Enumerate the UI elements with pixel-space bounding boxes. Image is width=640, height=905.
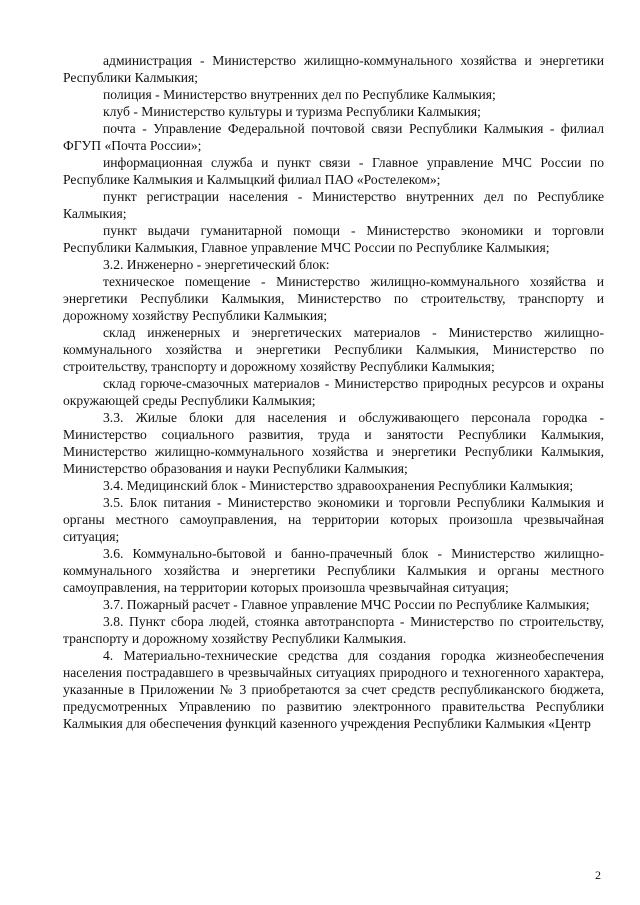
paragraph: пункт выдачи гуманитарной помощи - Министерство экономики и торговли Республики Калмыкия, Главное управление МЧС России по Республике Калмыкия; <box>63 223 604 255</box>
paragraph: 3.6. Коммунально-бытовой и банно-прачечный блок - Министерство жилищно-коммунального хозяйства и энергетики Республики Калмыкия и органы местного самоуправления, на территории которых произошла чрезвычайная ситуация; <box>63 546 604 595</box>
paragraph: почта - Управление Федеральной почтовой связи Республики Калмыкия - филиал ФГУП «Почта России»; <box>63 121 604 153</box>
paragraph: 3.4. Медицинский блок - Министерство здравоохранения Республики Калмыкия; <box>103 478 574 493</box>
paragraph: 3.7. Пожарный расчет - Главное управление МЧС России по Республике Калмыкия; <box>103 597 590 612</box>
document-body <box>63 52 604 732</box>
paragraph: 3.5. Блок питания - Министерство экономики и торговли Республики Калмыкия и органы местного самоуправления, на территории которых произошла чрезвычайная ситуация; <box>63 495 604 544</box>
paragraph: 3.3. Жилые блоки для населения и обслуживающего персонала городка - Министерство социального развития, труда и занятости Республики Калмыкия, Министерство жилищно-коммунального хозяйства и энергетики Республики Калмыкия, Министерство образования и науки Республики Калмыкия; <box>63 410 604 476</box>
page-number: 2 <box>595 868 601 882</box>
paragraph: 3.2. Инженерно - энергетический блок: <box>103 257 330 272</box>
paragraph: 4. Материально-технические средства для создания городка жизнеобеспечения населения пострадавшего в чрезвычайных ситуациях природного и техногенного характера, указанные в Приложении № 3 приобретаются за счет средств республиканского бюджета, предусмотренных Управлению по развитию электронного правительства Республики Калмыкия для обеспечения функций казенного учреждения Республики Калмыкия «Центр <box>63 648 604 731</box>
paragraph: полиция - Министерство внутренних дел по Республике Калмыкия; <box>103 87 496 102</box>
paragraph: информационная служба и пункт связи - Главное управление МЧС России по Республике Калмыкия и Калмыцкий филиал ПАО «Ростелеком»; <box>63 155 604 187</box>
paragraph: склад горюче-смазочных материалов - Министерство природных ресурсов и охраны окружающей среды Республики Калмыкия; <box>63 376 604 408</box>
paragraph: 3.8. Пункт сбора людей, стоянка автотранспорта - Министерство по строительству, транспорту и дорожному хозяйству Республики Калмыкия. <box>63 614 604 646</box>
paragraph: пункт регистрации населения - Министерство внутренних дел по Республике Калмыкия; <box>63 189 604 221</box>
paragraph: техническое помещение - Министерство жилищно-коммунального хозяйства и энергетики Республики Калмыкия, Министерство по строительству, транспорту и дорожному хозяйству Республики Калмыкия; <box>63 274 604 323</box>
paragraph: склад инженерных и энергетических материалов - Министерство жилищно-коммунального хозяйства и энергетики Республики Калмыкия, Министерство по строительству, транспорту и дорожному хозяйству Республики Калмыкия; <box>63 325 604 374</box>
paragraph: администрация - Министерство жилищно-коммунального хозяйства и энергетики Республики Калмыкия; <box>63 53 604 85</box>
paragraph: клуб - Министерство культуры и туризма Республики Калмыкия; <box>103 104 481 119</box>
